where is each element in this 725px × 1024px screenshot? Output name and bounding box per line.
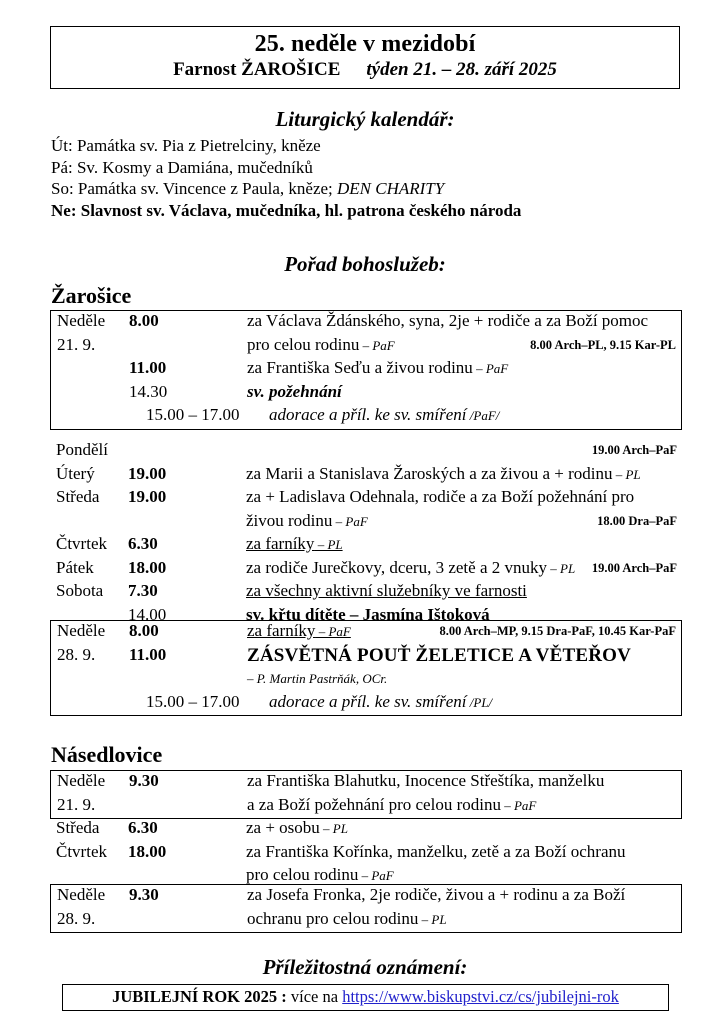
schedule-row <box>50 511 682 535</box>
schedule-block <box>50 440 682 628</box>
schedule-day: Čtvrtek <box>56 841 107 861</box>
liturgical-entry-text: So: Památka sv. Vincence z Paula, kněze; <box>51 179 338 198</box>
schedule-description <box>247 771 604 791</box>
schedule-description <box>246 842 626 862</box>
schedule-celebrant-note: – PaF <box>472 361 509 376</box>
schedule-side-note: 8.00 Arch–PL, 9.15 Kar-PL <box>530 337 676 352</box>
schedule-day: Neděle <box>57 621 106 640</box>
schedule-intention: za rodiče Jurečkovy, dceru, 3 zetě a 2 vnuky <box>246 557 547 577</box>
schedule-day: 21. 9. <box>57 794 96 814</box>
liturgical-calendar-heading: Liturgický kalendář: <box>275 107 455 131</box>
parish-name: Farnost ŽAROŠICE <box>173 58 341 80</box>
schedule-time: 18.00 <box>128 557 167 577</box>
announcement-lead: JUBILEJNÍ ROK 2025 : <box>112 987 287 1006</box>
schedule-block-boxed <box>50 310 682 430</box>
schedule-intention: za všechny aktivní služebníky ve farnosti <box>246 581 527 600</box>
liturgical-entry <box>51 178 691 200</box>
schedule-row <box>51 771 681 795</box>
schedule-time: 19.00 <box>128 487 167 506</box>
schedule-intention: ZÁSVĚTNÁ POUŤ ŽELETICE A VĚTEŘOV <box>247 644 632 666</box>
schedule-row <box>50 440 682 464</box>
schedule-row <box>50 464 682 488</box>
schedule-celebrant-note: /PL/ <box>466 694 493 710</box>
schedule-block-boxed <box>50 620 682 716</box>
schedule-celebrant-note: – PaF <box>332 513 368 529</box>
week-range: týden 21. – 28. září 2025 <box>366 58 557 80</box>
schedule-time: 11.00 <box>129 644 167 664</box>
schedule-day: 28. 9. <box>57 644 96 664</box>
schedule-time: 6.30 <box>128 534 158 553</box>
schedule-row <box>50 818 682 842</box>
header-subtitle <box>51 60 679 81</box>
place-heading-zarosice: Žarošice <box>51 283 132 308</box>
schedule-intention: sv. křtu dítěte – Jasmína Ištoková <box>246 604 490 624</box>
schedule-day: 28. 9. <box>57 908 96 928</box>
announcement-text: více na <box>286 987 343 1006</box>
schedule-side-note: 19.00 Arch–PaF <box>591 560 677 575</box>
place-heading-nasedlovice: Násedlovice <box>51 742 163 767</box>
schedule-day: Čtvrtek <box>56 534 107 553</box>
schedule-day: Středa <box>56 487 100 506</box>
schedule-description <box>247 311 648 331</box>
liturgical-entry <box>51 200 691 222</box>
schedule-description <box>269 405 499 425</box>
schedule-day: 21. 9. <box>57 334 96 354</box>
schedule-intention: sv. požehnání <box>247 381 342 401</box>
schedule-time: 7.30 <box>128 581 158 600</box>
schedule-row <box>51 405 681 429</box>
schedule-intention: a za Boží požehnání pro celou rodinu <box>247 794 501 814</box>
schedule-day: Pátek <box>56 557 94 577</box>
schedule-celebrant-note: – PL <box>612 466 641 482</box>
schedule-celebrant-note: – PL <box>418 911 447 927</box>
page-title: 25. neděle v mezidobí <box>254 31 476 57</box>
schedule-description <box>247 335 395 355</box>
schedule-description <box>269 692 492 712</box>
schedule-description <box>247 795 536 815</box>
schedule-row <box>50 842 682 866</box>
schedule-celebrant-note: – PaF <box>359 337 395 353</box>
announcement-item <box>62 984 669 1011</box>
liturgical-entry <box>51 135 691 157</box>
services-heading: Pořad bohoslužeb: <box>284 252 446 276</box>
schedule-description <box>246 558 575 578</box>
schedule-description <box>247 668 387 688</box>
schedule-time: 14.30 <box>129 381 168 401</box>
schedule-description <box>246 487 634 507</box>
schedule-row <box>51 645 681 669</box>
schedule-intention: za Josefa Fronka, 2je rodiče, živou a + rodinu a za Boží <box>247 885 626 904</box>
schedule-day: Neděle <box>57 885 106 904</box>
liturgical-entry-text: Ne: Slavnost sv. Václava, mučedníka, hl. patrona českého národa <box>51 200 522 220</box>
schedule-side-note: 18.00 Dra–PaF <box>597 513 677 528</box>
schedule-intention: za Marii a Stanislava Žaroských a za živou a + rodinu <box>246 463 613 483</box>
announcement-link[interactable]: https://www.biskupstvi.cz/cs/jubilejni-rok <box>342 987 619 1006</box>
schedule-description <box>246 818 348 838</box>
schedule-intention: pro celou rodinu <box>246 865 359 884</box>
schedule-time: 8.00 <box>129 311 159 330</box>
schedule-row <box>50 558 682 582</box>
schedule-description <box>246 464 641 484</box>
schedule-intention: za Václava Ždánského, syna, 2je + rodiče a za Boží pomoc <box>247 311 649 330</box>
schedule-intention: adorace a příl. ke sv. smíření <box>269 691 467 711</box>
schedule-day: Neděle <box>57 311 106 330</box>
schedule-description <box>247 645 631 667</box>
schedule-intention: za Františka Kořínka, manželku, zetě a za Boží ochranu <box>246 841 626 861</box>
schedule-celebrant-note: – PaF <box>500 797 537 813</box>
schedule-description <box>246 534 343 554</box>
schedule-description <box>247 909 447 929</box>
liturgical-entry-emphasis: DEN CHARITY <box>337 179 445 198</box>
schedule-row <box>51 335 681 359</box>
schedule-day: Pondělí <box>56 440 108 459</box>
schedule-celebrant-note: – P. Martin Pastrňák, OCr. <box>247 671 388 686</box>
schedule-intention: za farníky <box>247 621 316 640</box>
schedule-time: 19.00 <box>128 463 167 483</box>
schedule-time: 6.30 <box>128 818 158 837</box>
schedule-row <box>51 692 681 716</box>
liturgical-entry-text: Út: Památka sv. Pia z Pietrelciny, kněze <box>51 136 321 155</box>
schedule-celebrant-note: – PL <box>319 821 348 836</box>
schedule-row <box>51 382 681 406</box>
schedule-description <box>247 358 508 378</box>
announcements-heading: Příležitostná oznámení: <box>262 955 468 979</box>
schedule-side-note: 8.00 Arch–MP, 9.15 Dra-PaF, 10.45 Kar-PaF <box>439 624 676 638</box>
schedule-block-boxed <box>50 770 682 819</box>
schedule-description <box>247 382 342 402</box>
schedule-description <box>246 865 394 885</box>
schedule-time: 9.30 <box>129 885 159 904</box>
schedule-intention: za + osobu <box>246 818 320 837</box>
schedule-row <box>50 581 682 605</box>
schedule-intention: pro celou rodinu <box>247 334 360 354</box>
schedule-block-boxed <box>50 884 682 933</box>
schedule-celebrant-note: – PaF <box>315 624 351 639</box>
document-header <box>50 26 680 89</box>
schedule-description <box>247 885 625 905</box>
schedule-time: 15.00 – 17.00 <box>146 691 240 711</box>
schedule-time: 14.00 <box>128 604 167 624</box>
schedule-row <box>51 668 681 692</box>
schedule-description <box>246 581 527 601</box>
schedule-description <box>246 511 368 531</box>
schedule-celebrant-note: – PL <box>314 537 343 552</box>
schedule-intention: adorace a příl. ke sv. smíření <box>269 405 467 424</box>
schedule-row <box>51 621 681 645</box>
schedule-time: 15.00 – 17.00 <box>146 405 240 424</box>
schedule-row <box>51 909 681 933</box>
schedule-time: 11.00 <box>129 358 167 377</box>
schedule-intention: za Františka Blahutku, Inocence Střeštíka, manželku <box>247 771 605 790</box>
schedule-time: 18.00 <box>128 841 167 861</box>
schedule-celebrant-note: /PaF/ <box>466 408 500 423</box>
schedule-day: Neděle <box>57 771 106 790</box>
schedule-celebrant-note: – PL <box>547 560 576 576</box>
schedule-intention: za + Ladislava Odehnala, rodiče a za Boží požehnání pro <box>246 487 635 506</box>
schedule-row <box>51 795 681 819</box>
schedule-celebrant-note: – PaF <box>358 868 394 883</box>
schedule-time: 9.30 <box>129 771 159 790</box>
liturgical-entry-text: Pá: Sv. Kosmy a Damiána, mučedníků <box>51 157 313 177</box>
schedule-intention: živou rodinu <box>246 510 333 530</box>
schedule-block <box>50 818 682 889</box>
schedule-row <box>50 487 682 511</box>
schedule-intention: za farníky <box>246 534 315 553</box>
liturgical-entry <box>51 157 691 179</box>
schedule-row <box>51 311 681 335</box>
schedule-day: Středa <box>56 818 100 837</box>
schedule-day: Sobota <box>56 581 104 600</box>
schedule-side-note: 19.00 Arch–PaF <box>591 443 677 457</box>
schedule-row <box>51 358 681 382</box>
schedule-row <box>50 534 682 558</box>
schedule-intention: za Františka Seďu a živou rodinu <box>247 358 473 377</box>
schedule-time: 8.00 <box>129 621 159 640</box>
schedule-row <box>51 885 681 909</box>
schedule-intention: ochranu pro celou rodinu <box>247 908 419 928</box>
schedule-day: Úterý <box>56 463 95 483</box>
schedule-description <box>247 621 351 641</box>
liturgical-calendar-list <box>51 135 691 221</box>
